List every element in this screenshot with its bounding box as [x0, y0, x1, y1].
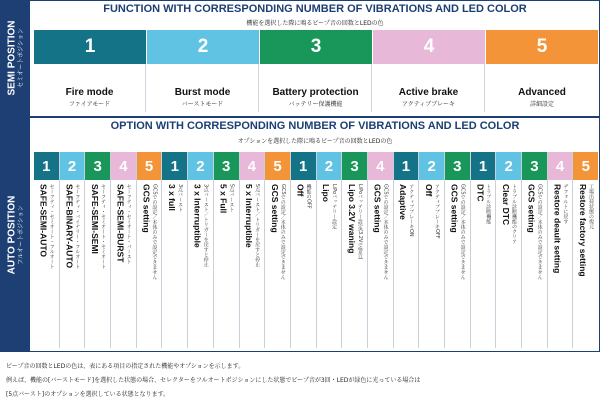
option-name: 5 x Full	[218, 184, 229, 214]
option-body	[214, 180, 239, 348]
option-column	[471, 152, 497, 348]
function-cell	[486, 30, 598, 112]
option-number-badge: 5	[573, 152, 598, 180]
option-number-badge: 1	[291, 152, 316, 180]
option-name: Off	[295, 184, 306, 197]
option-name-jp: アクティブブレーキOFF	[433, 184, 440, 239]
option-name: Lipo 3.2V waning	[346, 184, 357, 254]
option-name-jp: 3点バースト	[177, 184, 184, 213]
option-name: GCS setting	[372, 184, 383, 233]
option-name: Clear DTC	[500, 184, 511, 226]
option-name-jp: GCSでの設定／本体のみで設定できません	[279, 184, 286, 280]
function-row	[34, 30, 598, 112]
option-column	[214, 152, 240, 348]
option-column	[240, 152, 266, 348]
option-name: SAFE-SEMI-AUTO	[38, 184, 49, 258]
function-name: Burst mode	[174, 87, 231, 98]
option-body	[291, 180, 316, 348]
option-number-badge: 3	[522, 152, 547, 180]
option-column	[188, 152, 214, 348]
option-name-jp: セーフティ・セミオート・フルオート	[48, 184, 55, 269]
option-column	[394, 152, 420, 348]
function-cell	[373, 30, 485, 112]
option-name: 3 x full	[167, 184, 178, 211]
option-number-badge: 3	[85, 152, 110, 180]
function-number-badge: 5	[486, 30, 598, 64]
option-name-jp: 工場出荷状態の復元	[588, 184, 595, 229]
option-body	[188, 180, 213, 348]
function-cell	[260, 30, 372, 112]
option-name: GCS setting	[449, 184, 460, 233]
function-body	[260, 64, 372, 112]
option-number-badge: 2	[496, 152, 521, 180]
footnote-line: [5点バースト]のオプションを選択している状態となります。	[6, 391, 170, 398]
option-name-jp: GCSでの設定／本体のみで設定できません	[151, 184, 158, 280]
option-column	[496, 152, 522, 348]
option-name-jp: アクティブブレーキON	[408, 184, 415, 237]
function-table-subtitle: 機能を選択した際に鳴るビープ音の回数とLEDの色	[246, 20, 384, 27]
option-name: DTC	[475, 184, 486, 202]
function-number-badge: 3	[260, 30, 372, 64]
option-table-subtitle: オプションを選択した際に鳴るビープ音の回数とLEDの色	[237, 138, 393, 145]
footnote-line: ビープ音の回数とLEDの色は、表にある項目の指定された機能やオプションを示します。	[6, 363, 245, 370]
section-divider	[0, 116, 600, 118]
function-name: Fire mode	[65, 87, 114, 98]
option-number-badge: 4	[548, 152, 573, 180]
function-body	[373, 64, 485, 112]
option-body	[471, 180, 496, 348]
option-number-badge: 3	[445, 152, 470, 180]
function-number-badge: 2	[147, 30, 259, 64]
option-number-badge: 5	[265, 152, 290, 180]
option-column	[548, 152, 574, 348]
option-number-badge: 1	[162, 152, 187, 180]
option-name-jp: LiPoバッテリー設定	[331, 184, 338, 230]
function-name: Active brake	[398, 87, 459, 98]
function-body	[486, 64, 598, 112]
option-body	[85, 180, 110, 348]
option-column	[34, 152, 60, 348]
option-column	[317, 152, 343, 348]
option-name: Adaptive	[398, 184, 409, 220]
option-number-badge: 2	[419, 152, 444, 180]
option-body	[342, 180, 367, 348]
option-name: GCS setting	[141, 184, 152, 233]
auto-position-subtitle: フルオートポジション	[17, 205, 24, 265]
option-column	[162, 152, 188, 348]
option-number-badge: 4	[240, 152, 265, 180]
function-number-badge: 1	[34, 30, 146, 64]
option-name-jp: トラブル診断機能のクリア	[510, 184, 517, 244]
option-column	[60, 152, 86, 348]
option-number-badge: 2	[188, 152, 213, 180]
option-column	[419, 152, 445, 348]
option-name: SAFE-BINARY-AUTO	[64, 184, 75, 269]
option-name: GCS setting	[269, 184, 280, 233]
function-name-jp: アクティブブレーキ	[401, 101, 456, 108]
option-number-badge: 3	[214, 152, 239, 180]
option-name-jp: セーフティ・バイナリー・フルオート	[74, 184, 81, 269]
option-body	[137, 180, 162, 348]
function-name-jp: ファイアモード	[68, 101, 111, 108]
function-cell	[147, 30, 259, 112]
option-body	[34, 180, 59, 348]
auto-position-title: AUTO POSITION	[6, 195, 17, 275]
option-name: Restore factory setting	[578, 184, 589, 277]
option-column	[137, 152, 163, 348]
option-name: Off	[423, 184, 434, 197]
option-body	[317, 180, 342, 348]
option-column	[522, 152, 548, 348]
option-number-badge: 1	[34, 152, 59, 180]
option-name-jp: セーフティ・セミオート・バースト	[125, 184, 132, 264]
function-name-jp: 詳細設定	[529, 101, 554, 108]
option-body	[265, 180, 290, 348]
semi-position-subtitle: セミオートポジション	[17, 28, 25, 88]
option-number-badge: 1	[471, 152, 496, 180]
option-body	[496, 180, 521, 348]
option-number-badge: 4	[368, 152, 393, 180]
option-name-jp: GCSでの設定／本体のみで設定できません	[382, 184, 389, 280]
auto-position-label	[0, 118, 30, 352]
option-body	[522, 180, 547, 348]
footnote-line: 例えば、機能の[バーストモード]を選択した状態の場合、セレクターをフルオートポジションにした状態でビープ音が3回・LEDが緑色に光っている場合は	[6, 377, 421, 384]
semi-position-label	[0, 0, 30, 116]
option-name-jp: トラブル診断機能	[485, 184, 492, 224]
option-name: SAFE-SEMI-BURST	[115, 184, 126, 263]
option-body	[445, 180, 470, 348]
option-table-title: OPTION WITH CORRESPONDING NUMBER OF VIBRATIONS AND LED COLOR	[110, 120, 520, 132]
option-name-jp: 機能のOFF	[305, 184, 312, 209]
option-body	[548, 180, 573, 348]
option-column	[265, 152, 291, 348]
option-body	[162, 180, 187, 348]
function-number-badge: 4	[373, 30, 485, 64]
option-name: GCS setting	[526, 184, 537, 233]
function-name: Advanced	[518, 87, 566, 98]
option-body	[368, 180, 393, 348]
option-column	[445, 152, 471, 348]
option-body	[111, 180, 136, 348]
option-number-badge: 2	[60, 152, 85, 180]
option-body	[394, 180, 419, 348]
option-name-jp: デフォルトに戻す	[562, 184, 569, 224]
option-column	[111, 152, 137, 348]
option-name-jp: セーフティ・セミオート・セミオート	[99, 184, 106, 269]
option-body	[60, 180, 85, 348]
function-cell	[34, 30, 146, 112]
function-name-jp: バーストモード	[181, 101, 224, 108]
option-number-badge: 4	[111, 152, 136, 180]
option-name: 3 x Interruptible	[192, 184, 203, 248]
function-name: Battery protection	[272, 87, 359, 98]
option-row	[34, 152, 598, 348]
option-name-jp: GCSでの設定／本体のみで設定できません	[459, 184, 466, 280]
option-name: Lipo	[321, 184, 332, 202]
option-column	[342, 152, 368, 348]
option-name: SAFE-SEMI-SEMI	[89, 184, 100, 254]
option-column	[291, 152, 317, 348]
function-body	[34, 64, 146, 112]
option-number-badge: 5	[137, 152, 162, 180]
option-name: Restore deault setting	[552, 184, 563, 274]
option-number-badge: 1	[394, 152, 419, 180]
option-name-jp: GCSでの設定／本体のみで設定できません	[536, 184, 543, 280]
option-body	[419, 180, 444, 348]
option-name-jp: 5点バースト／トリガーを戻すと停止	[254, 184, 261, 268]
option-name-jp: 3点バースト／トリガーを戻すと停止	[202, 184, 209, 268]
option-name-jp: LiPoバッテリー設定(3.2Vで警告)	[356, 184, 363, 260]
option-body	[573, 180, 598, 348]
function-table-title: FUNCTION WITH CORRESPONDING NUMBER OF VIBRATIONS AND LED COLOR	[103, 3, 527, 15]
option-body	[240, 180, 265, 348]
option-column	[85, 152, 111, 348]
option-column	[368, 152, 394, 348]
function-body	[147, 64, 259, 112]
option-number-badge: 2	[317, 152, 342, 180]
function-name-jp: バッテリー保護機能	[288, 101, 343, 108]
option-column	[573, 152, 598, 348]
option-name-jp: 5点バースト	[228, 184, 235, 213]
option-name: 5 x Interruptible	[244, 184, 255, 248]
option-number-badge: 3	[342, 152, 367, 180]
semi-position-title: SEMI POSITION	[6, 20, 18, 96]
